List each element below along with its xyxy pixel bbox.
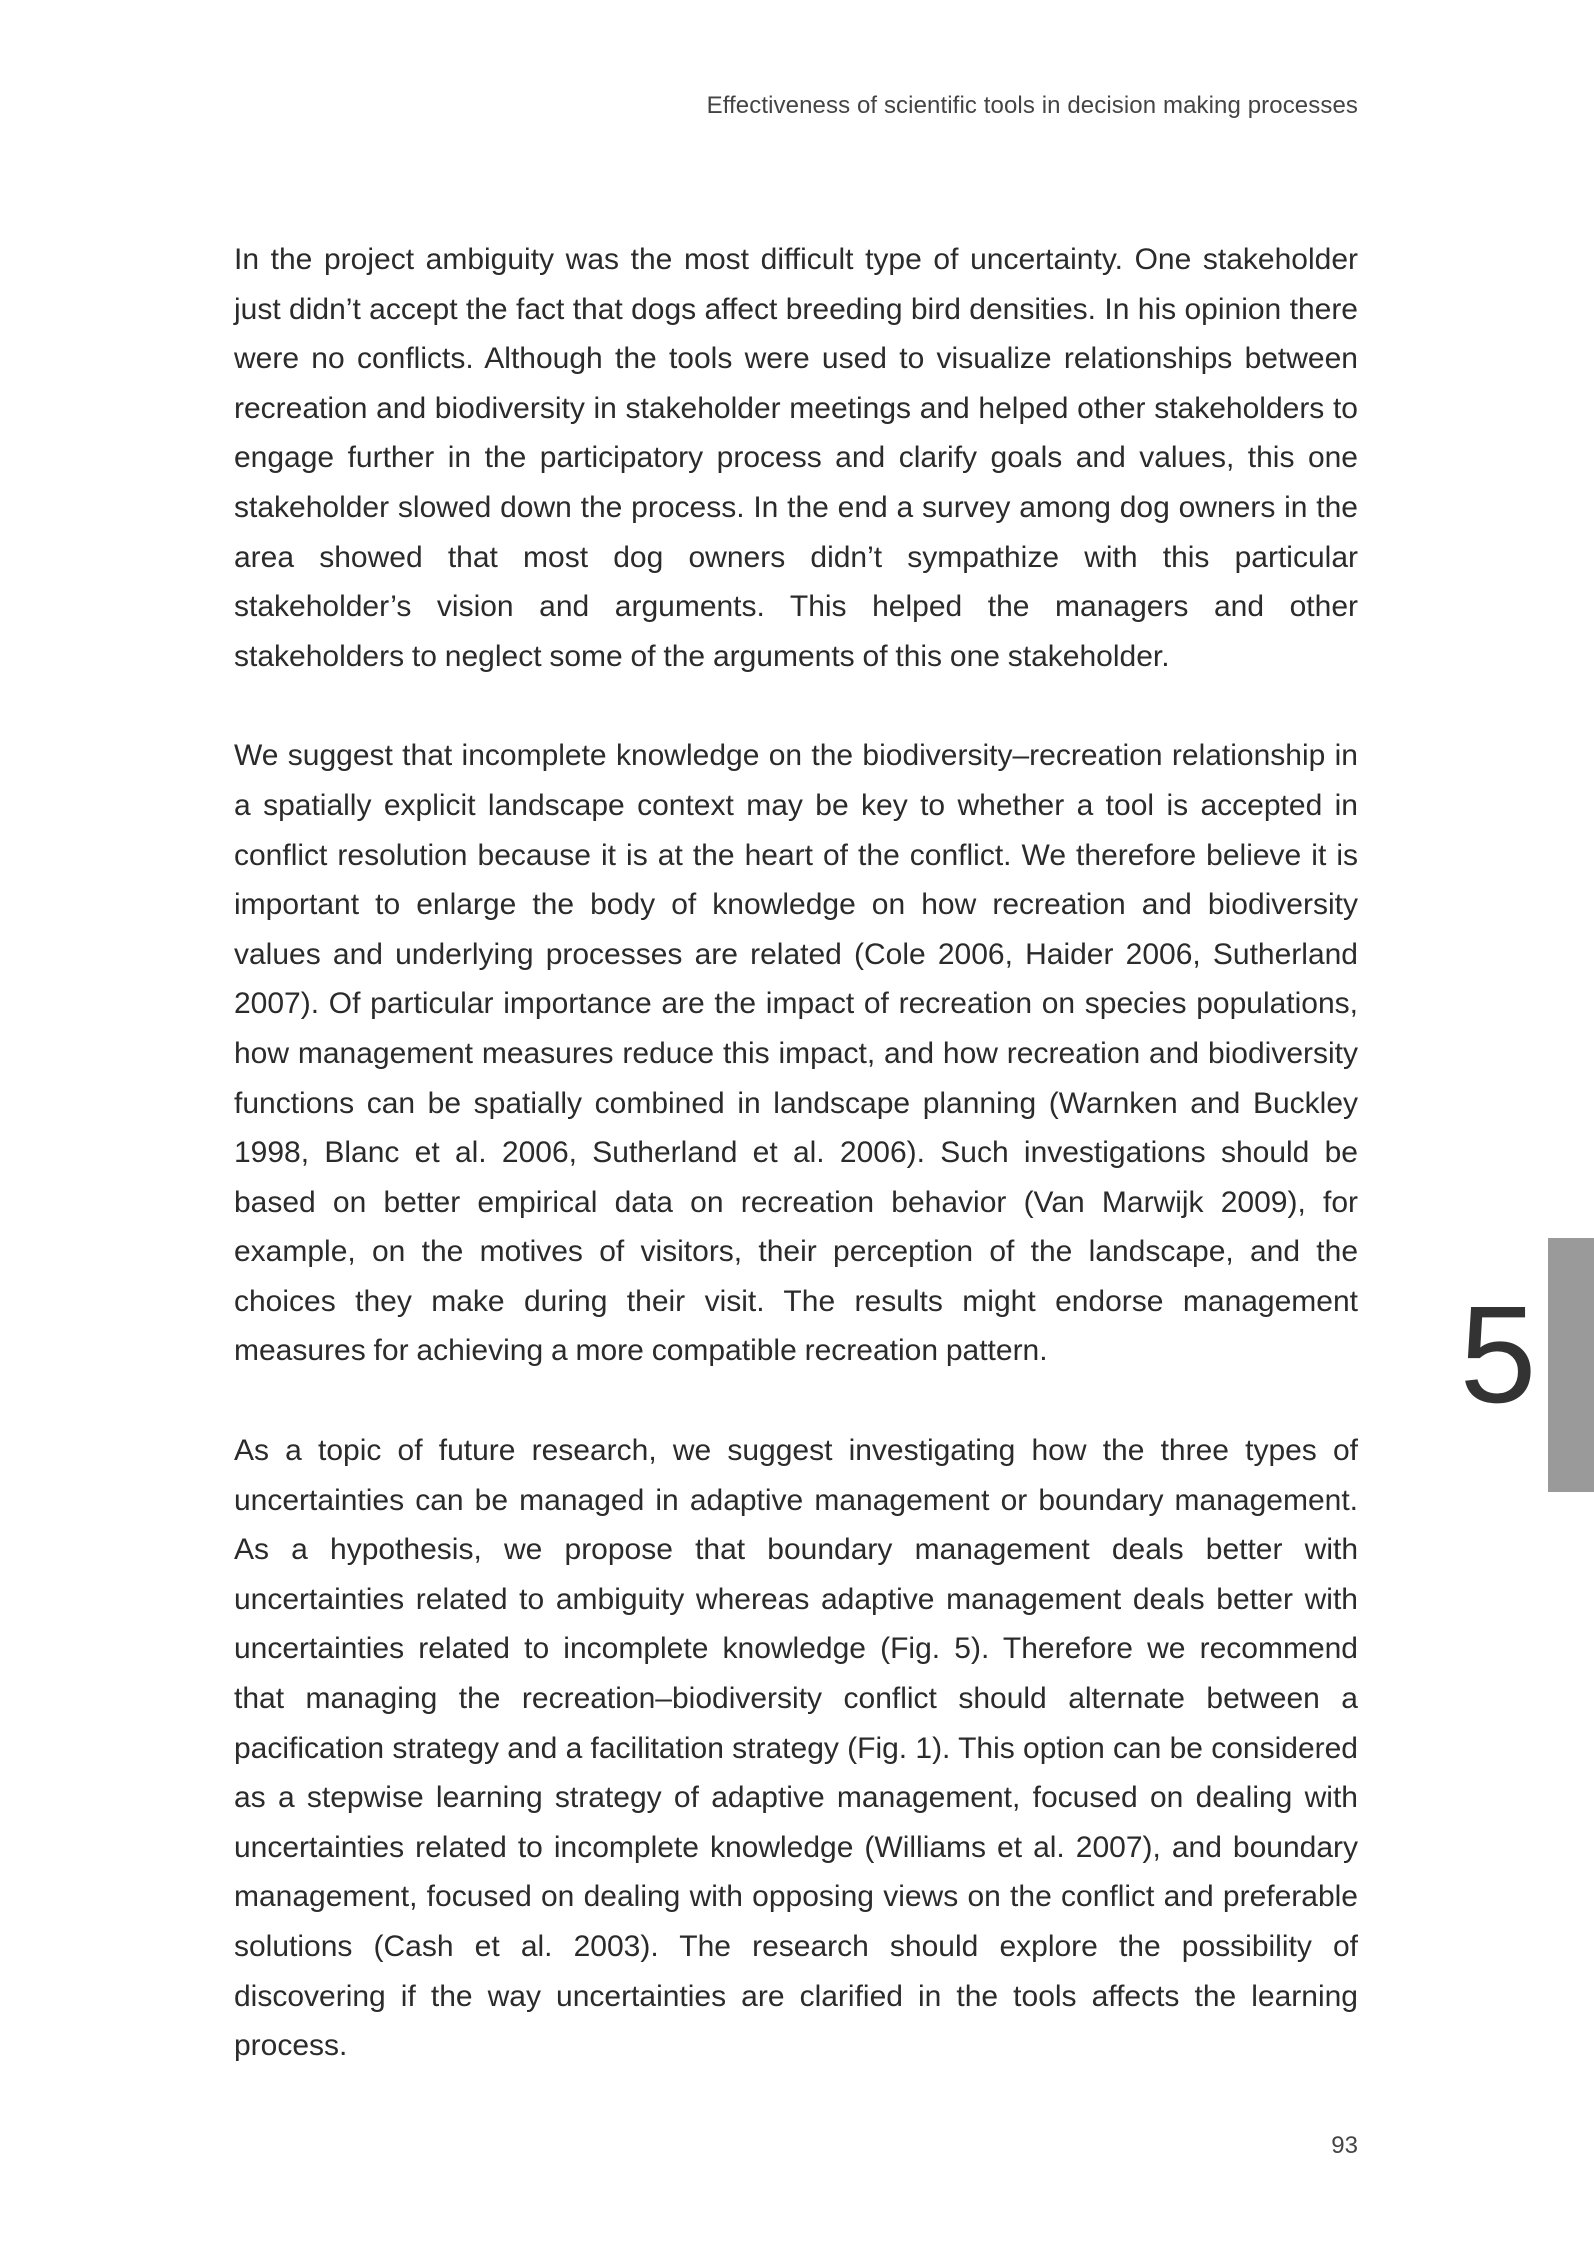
paragraph-2: We suggest that incomplete knowledge on the biodiversity–recreation relationship in a spatially explicit landscape context may be key to whether a tool is accepted in conflict resolution because it is at the heart of the conflict. We therefore believe it is important to enlarge the body of knowledge on how recreation and biodiversity values and underlying processes are related (Cole 2006, Haider 2006, Sutherland 2007). Of particular importance are the impact of recreation on species populations, how management measures reduce this impact, and how recreation and biodiversity functions can be spatially combined in landscape planning (Warnken and Buckley 1998, Blanc et al. 2006, Sutherland et al. 2006). Such investigations should be based on better empirical data on recreation behavior (Van Marwijk 2009), for example, on the motives of visitors, their perception of the landscape, and the choices they make during their visit. The results might endorse management measures for achieving a more compatible recreation pattern. — [234, 739, 1358, 1368]
chapter-number: 5 — [1459, 1278, 1537, 1432]
paragraph-3: As a topic of future research, we suggest investigating how the three types of uncertainties can be managed in adaptive management or boundary management. As a hypothesis, we propose that boundary management deals better with uncertainties related to ambiguity whereas adaptive management deals better with uncertainties related to incomplete knowledge (Fig. 5). Therefore we recommend that managing the recreation–biodiversity conflict should alternate between a pacification strategy and a facilitation strategy (Fig. 1). This option can be considered as a stepwise learning strategy of adaptive management, focused on dealing with uncertainties related to incomplete knowledge (Williams et al. 2007), and boundary management, focused on dealing with opposing views on the conflict and preferable solutions (Cash et al. 2003). The research should explore the possibility of discovering if the way uncertainties are clarified in the tools affects the learning process. — [234, 1434, 1358, 2063]
paragraph-1: In the project ambiguity was the most difficult type of uncertainty. One stakeholder just didn’t accept the fact that dogs affect breeding bird densities. In his opinion there were no conflicts. Although the tools were used to visualize relationships between recreation and biodiversity in stakeholder meetings and helped other stakeholders to engage further in the participatory process and clarify goals and values, this one stakeholder slowed down the process. In the end a survey among dog owners in the area showed that most dog owners didn’t sympathize with this particular stakeholder’s vision and arguments. This helped the managers and other stakeholders to neglect some of the arguments of this one stakeholder. — [234, 243, 1358, 673]
body-text — [234, 235, 1358, 2121]
running-header: Effectiveness of scientific tools in decision making processes — [706, 92, 1358, 119]
chapter-tab — [1548, 1238, 1594, 1492]
page-number: 93 — [1331, 2132, 1358, 2159]
